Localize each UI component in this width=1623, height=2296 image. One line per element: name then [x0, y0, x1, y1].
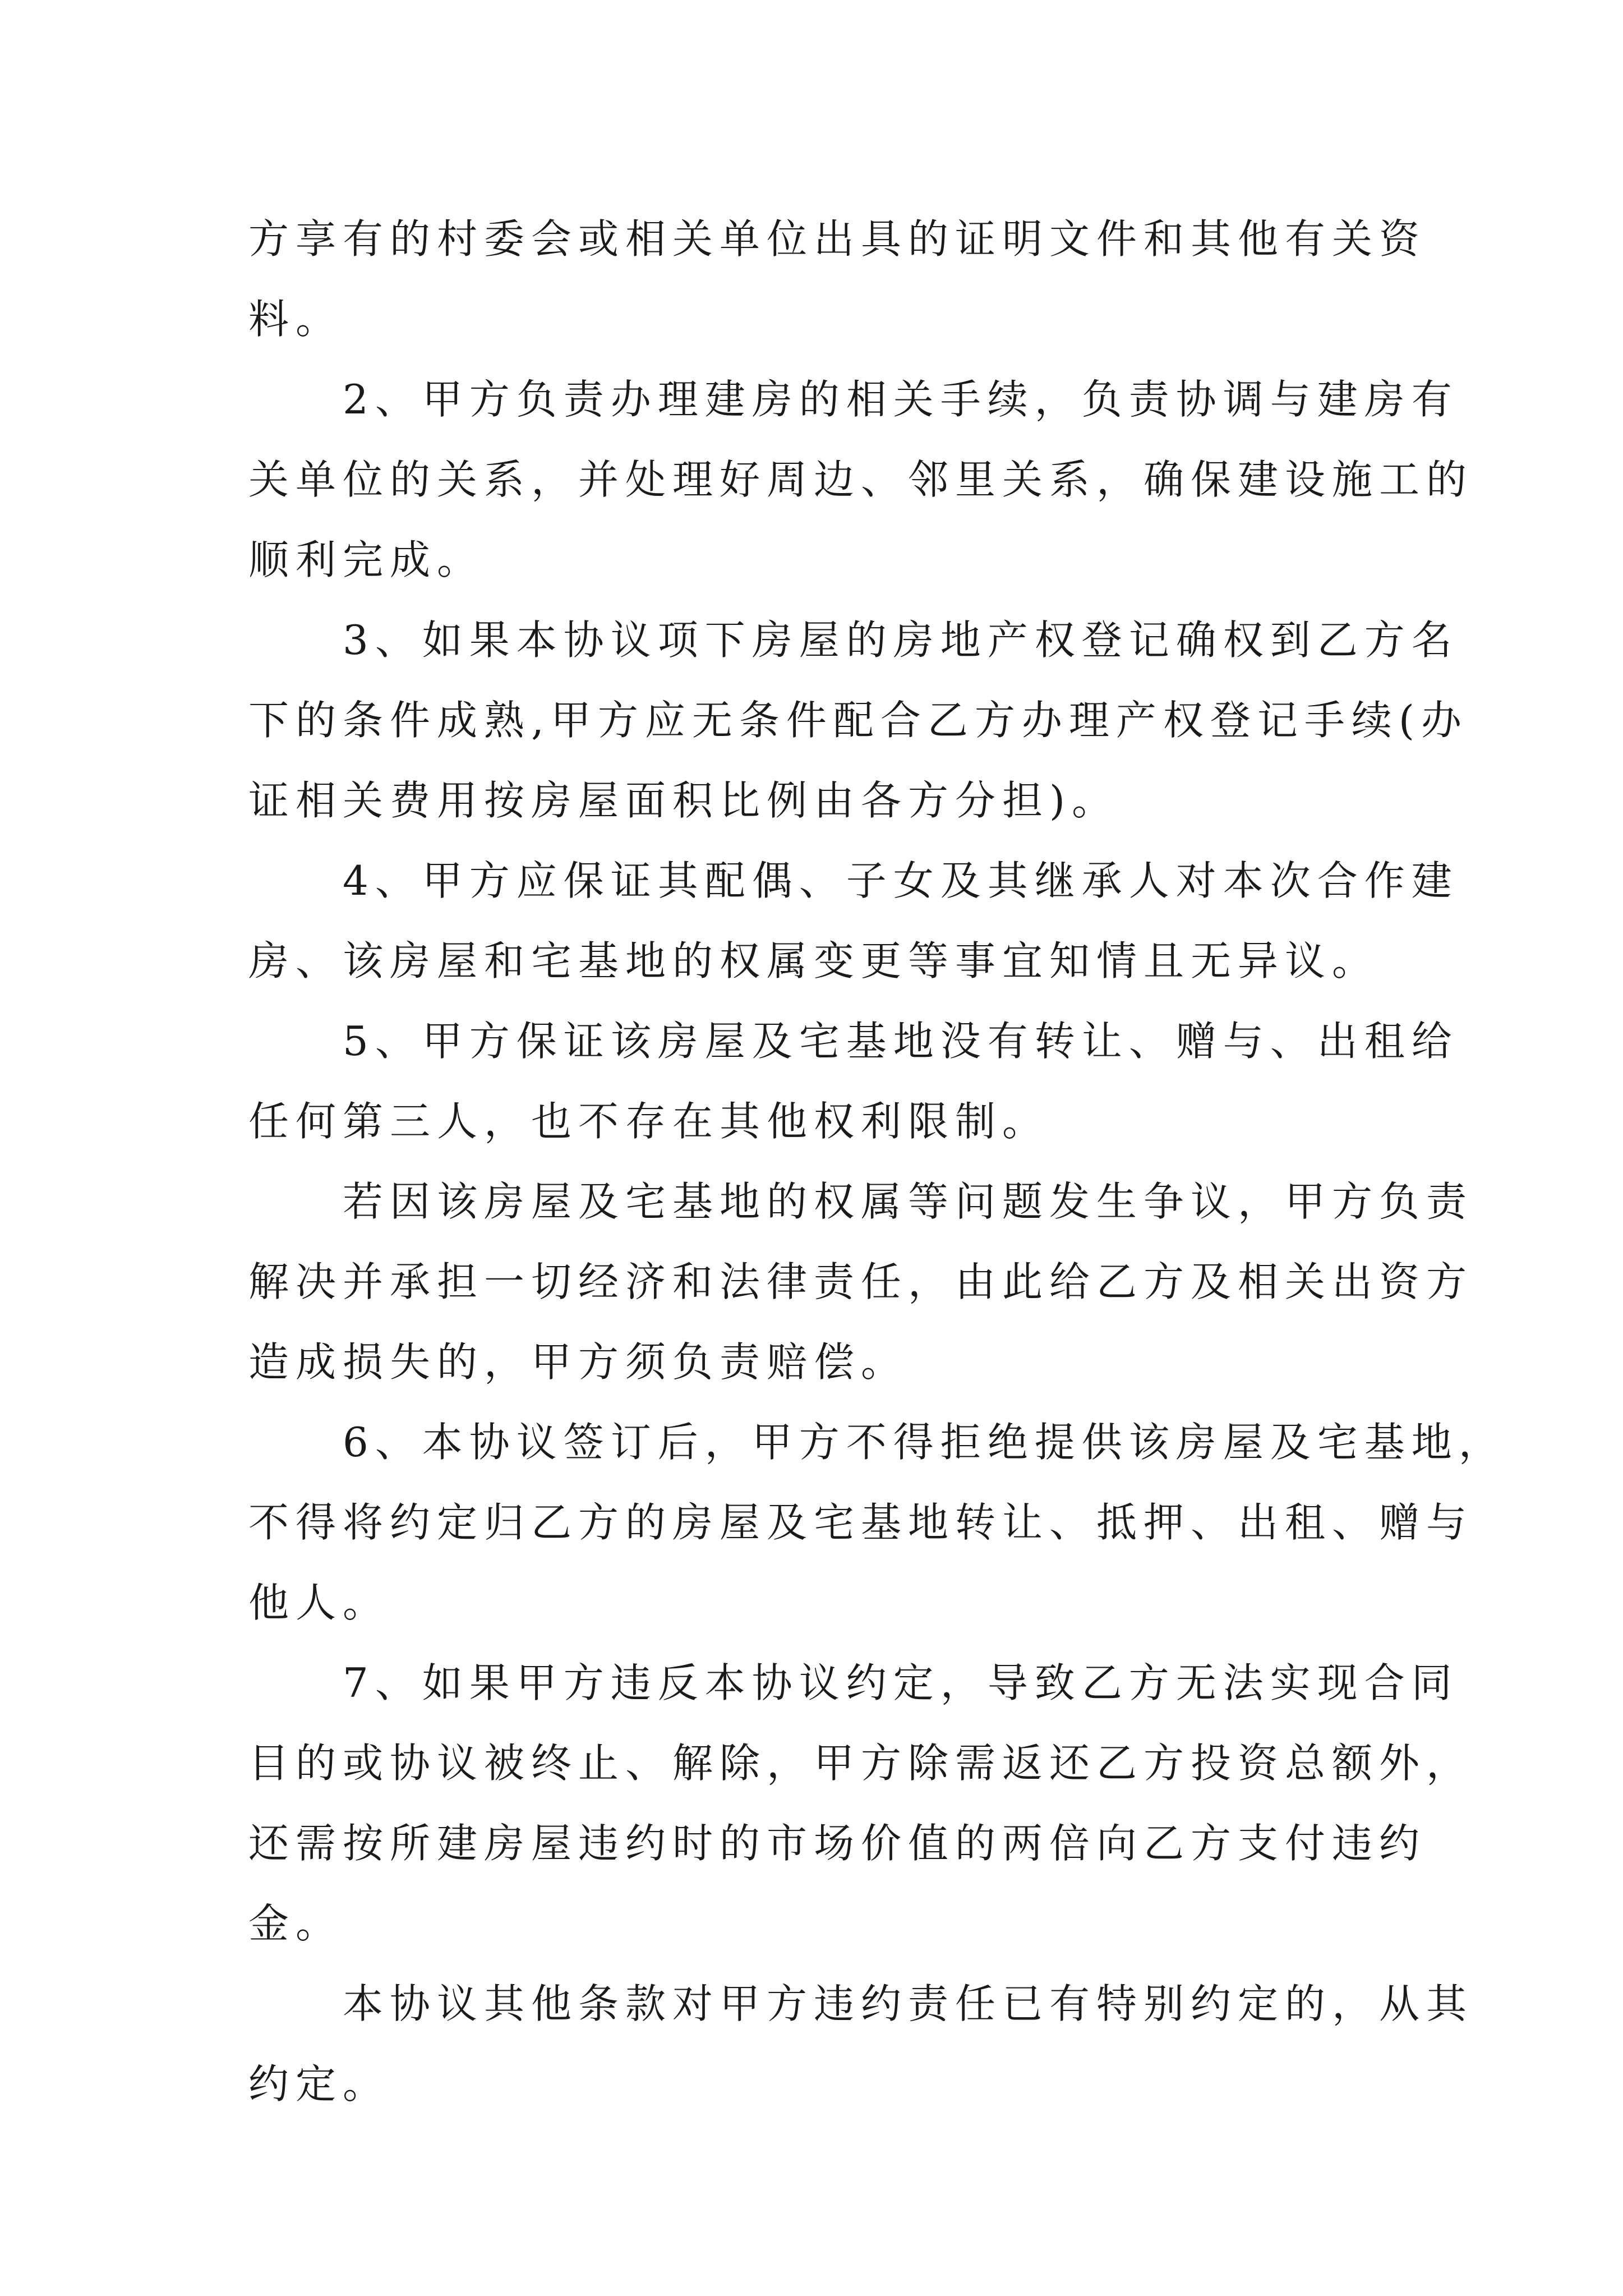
clause-5 [248, 1001, 1459, 1162]
clause-3 [248, 600, 1468, 841]
clause-2 [248, 360, 1474, 600]
text-line: 2、甲方负责办理建房的相关手续，负责协调与建房有 [343, 376, 1459, 423]
text-line: 4、甲方应保证其配偶、子女及其继承人对本次合作建 [343, 857, 1459, 904]
clause-4 [248, 841, 1459, 1001]
paragraph-1-continuation [248, 199, 1427, 360]
text-line: 约定。 [248, 2060, 390, 2108]
text-line: 本协议其他条款对甲方违约责任已有特别约定的，从其 [343, 1980, 1474, 2027]
text-line: 5、甲方保证该房屋及宅基地没有转让、赠与、出租给 [343, 1018, 1459, 1065]
text-line: 房、该房屋和宅基地的权属变更等事宜知情且无异议。 [248, 937, 1380, 984]
text-line: 下的条件成熟,甲方应无条件配合乙方办理产权登记手续(办 [248, 697, 1468, 744]
text-line: 顺利完成。 [248, 536, 485, 583]
text-line: 料。 [248, 296, 343, 343]
text-line: 任何第三人，也不存在其他权利限制。 [248, 1098, 1050, 1145]
clause-other-terms [248, 1964, 1474, 2124]
text-line: 解决并承担一切经济和法律责任，由此给乙方及相关出资方 [248, 1258, 1474, 1305]
text-line: 6、本协议签订后，甲方不得拒绝提供该房屋及宅基地， [343, 1419, 1506, 1466]
clause-5-dispute [248, 1162, 1474, 1402]
text-line: 不得将约定归乙方的房屋及宅基地转让、抵押、出租、赠与 [248, 1499, 1474, 1546]
text-line: 7、如果甲方违反本协议约定，导致乙方无法实现合同 [343, 1659, 1459, 1706]
clause-7 [248, 1643, 1474, 1964]
text-line: 关单位的关系，并处理好周边、邻里关系，确保建设施工的 [248, 456, 1474, 503]
text-line: 金。 [248, 1900, 343, 1947]
clause-6 [248, 1402, 1506, 1643]
text-line: 3、如果本协议项下房屋的房地产权登记确权到乙方名 [343, 616, 1459, 664]
text-line: 他人。 [248, 1579, 390, 1626]
text-line: 证相关费用按房屋面积比例由各方分担)。 [248, 777, 1119, 824]
text-line: 造成损失的，甲方须负责赔偿。 [248, 1338, 909, 1386]
text-line: 还需按所建房屋违约时的市场价值的两倍向乙方支付违约 [248, 1820, 1427, 1867]
text-line: 目的或协议被终止、解除，甲方除需返还乙方投资总额外， [248, 1740, 1474, 1787]
text-line: 方享有的村委会或相关单位出具的证明文件和其他有关资 [248, 215, 1427, 263]
text-line: 若因该房屋及宅基地的权属等问题发生争议，甲方负责 [343, 1178, 1474, 1225]
document-body [248, 199, 1506, 2124]
